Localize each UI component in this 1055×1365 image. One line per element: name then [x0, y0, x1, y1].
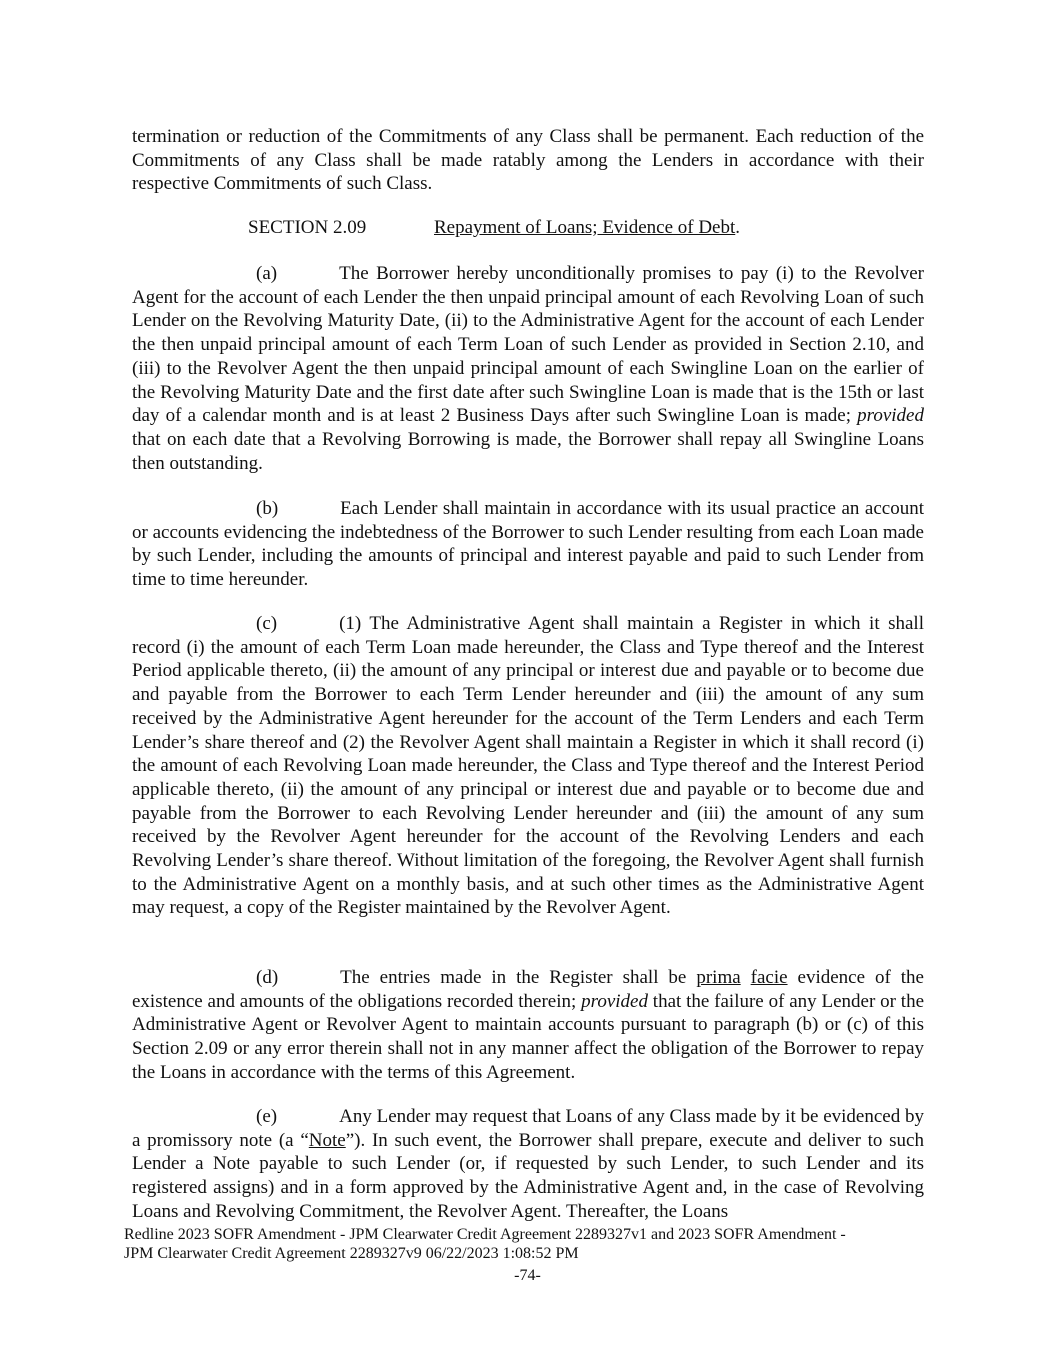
footer-line-1: Redline 2023 SOFR Amendment - JPM Clearwater Credit Agreement 2289327v1 and 2023 SOFR Amendment -: [124, 1226, 846, 1243]
section-number: SECTION 2.09: [248, 217, 367, 238]
paragraph-b-label: (b): [256, 498, 279, 519]
paragraph-a-label: (a): [256, 263, 278, 284]
paragraph-d: (d) The entries made in the Register shall be prima facie evidence of the existence and amounts of the obligations recorded therein; provided that the failure of any Lender or the Administrative Agent or Revolver Agent to maintain accounts pursuant to paragraph (b) or (c) of this Section 2.09 or any error therein shall not in any manner affect the obligation of the Borrower to repay the Loans in accordance with the terms of this Agreement.: [132, 967, 924, 1083]
paragraph-e-label: (e): [256, 1106, 278, 1127]
paragraph-b: (b) Each Lender shall maintain in accordance with its usual practice an account or accounts evidencing the indebtedness of the Borrower to such Lender resulting from each Loan made by such Lender, including the amounts of principal and interest payable and paid to such Lender from time to time hereunder.: [132, 498, 924, 591]
section-heading: SECTION 2.09 Repayment of Loans; Evidence of Debt.: [248, 217, 741, 238]
paragraph-c: (c) (1) The Administrative Agent shall maintain a Register in which it shall record (i) the amount of each Term Loan made hereunder, the Class and Type thereof and the Interest Period applicable thereto, (ii) the amount of any principal or interest due and payable or to become due and payable from the Borrower to each Term Lender hereunder and (iii) the amount of any sum received by the Administrative Agent hereunder for the account of the Term Lenders and each Term Lender’s share thereof and (2) the Revolver Agent shall maintain a Register in which it shall record (i) the amount of each Revolving Loan made hereunder, the Class and Type thereof and the Interest Period applicable thereto, (ii) the amount of any principal or interest due and payable or to become due and payable from the Borrower to each Revolving Lender hereunder and (iii) the amount of any sum received by the Revolver Agent hereunder for the account of the Revolving Lenders and each Revolving Lender’s share thereof. Without limitation of the foregoing, the Revolver Agent shall furnish to the Administrative Agent on a monthly basis, and at such other times as the Administrative Agent may request, a copy of the Register maintained by the Revolver Agent.: [132, 613, 924, 919]
page-number: -74-: [514, 1267, 541, 1284]
paragraph-d-label: (d): [256, 967, 279, 988]
footer-line-2: JPM Clearwater Credit Agreement 2289327v9 06/22/2023 1:08:52 PM: [124, 1245, 579, 1262]
paragraph-e: (e) Any Lender may request that Loans of any Class made by it be evidenced by a promissory note (a “Note”). In such event, the Borrower shall prepare, execute and deliver to such Lender a Note payable to such Lender (or, if requested by such Lender, to such Lender and its registered assigns) and in a form approved by the Administrative Agent and, in the case of Revolving Loans and Revolving Commitment, the Revolver Agent. Thereafter, the Loans: [132, 1106, 924, 1222]
paragraph-continuation: termination or reduction of the Commitments of any Class shall be permanent. Each reduction of the Commitments of any Class shall be made ratably among the Lenders in accordance with their respective Commitments of such Class.: [132, 126, 924, 195]
paragraph-a: (a) The Borrower hereby unconditionally promises to pay (i) to the Revolver Agent for the account of each Lender the then unpaid principal amount of each Revolving Loan of such Lender on the Revolving Maturity Date, (ii) to the Administrative Agent for the account of each Lender the then unpaid principal amount of each Term Loan of such Lender as provided in Section 2.10, and (iii) to the Revolver Agent the then unpaid principal amount of each Swingline Loan on the earlier of the Revolving Maturity Date and the first date after such Swingline Loan is made that is the 15th or last day of a calendar month and is at least 2 Business Days after such Swingline Loan is made; provided that on each date that a Revolving Borrowing is made, the Borrower shall repay all Swingline Loans then outstanding.: [132, 263, 924, 474]
paragraph-c-label: (c): [256, 613, 278, 634]
section-title: Repayment of Loans; Evidence of Debt: [434, 217, 736, 238]
